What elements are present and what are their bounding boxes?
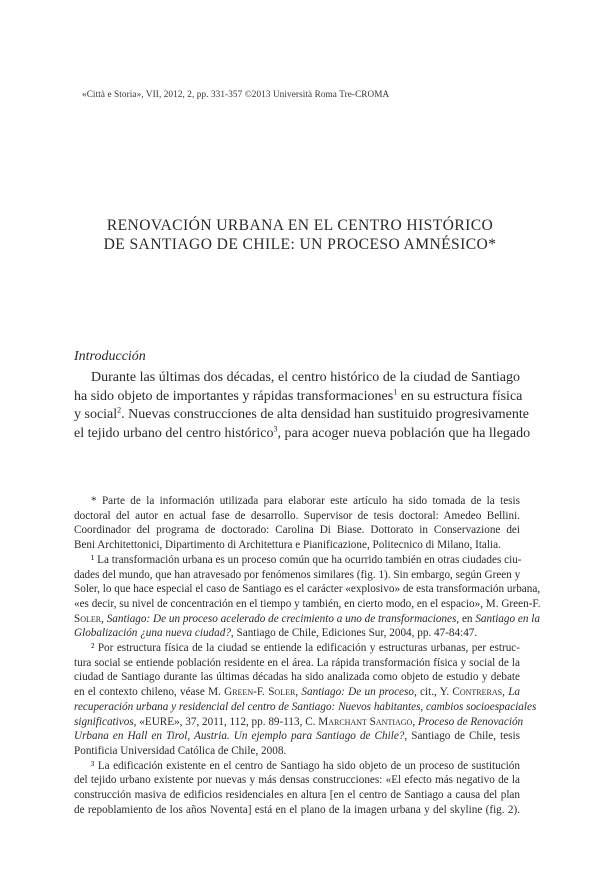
footnote-line: Pontificia Universidad Católica de Chile, 2008. [74,744,287,757]
footnote-line: «es decir, su nivel de concentración en el tiempo y también, en cierto modo, en el espacio», M. Green-F. [74,597,541,610]
footnote-line: dades del mundo, que han atravesado por fenómenos similares (fig. 1). Sin embargo, según Green y [74,568,521,581]
body-line: ha sido objeto de importantes y rápidas transformaciones$^1$ en su estructura física [74,386,523,404]
footnote-line: Globalización ¿una nueva ciudad?, Santiago de Chile, Ediciones Sur, 2004, pp. 47-84:47. [74,627,478,640]
footnote-line: significativos, «EURE», 37, 2011, 112, pp. 89-113, C. Marchant Santiago, Proceso de Renovación [74,715,524,728]
title-line-2: DE SANTIAGO DE CHILE: UN PROCESO AMNÉSICO* [103,236,497,253]
footnote-line: del tejido urbano existente por nuevas y más densas construcciones: «El efecto más negativo de la [74,774,520,787]
footnote-line: ¹ La transformación urbana es un proceso común que ha ocurrido también en otras ciudades ciu- [91,553,522,566]
footnote-line: tura social se entiende población residente en el área. La rápida transformación física y social de la [74,656,520,669]
footnote-star [74,494,520,553]
footnote-line: doctoral del autor en actual fase de desarrollo. Supervisor de tesis doctoral: Amedeo Bellini. [74,509,520,522]
title-line-1: RENOVACIÓN URBANA EN EL CENTRO HISTÓRICO [106,217,494,234]
footnote-line: de repoblamiento de los años Noventa] está en el plano de la imagen urbana y del skyline (fig. 2). [74,803,520,816]
footnote-2 [74,641,537,759]
body-line: y social$^2$. Nuevas construcciones de alta densidad han sustituido progresivamente [74,405,529,423]
footnote-line: Soler, Santiago: De un proceso acelerado de crecimiento a uno de transformaciones, en Santiago en la [74,612,540,625]
footnote-line: construcción masiva de edificios residenciales en altura [en el centro de Santiago a causa del plan [74,789,520,802]
body-paragraph [74,369,531,443]
footnote-3 [74,759,520,818]
body-line: el tejido urbano del centro histórico$^3$, para acoger nueva población que ha llegado [74,424,531,441]
footnotes [74,494,541,817]
footnote-line: Urbana en Hall en Tirol, Austria. Un ejemplo para Santiago de Chile?, Santiago de Chile, tesis [74,730,520,743]
footnote-line: ³ La edificación existente en el centro de Santiago ha sido objeto de un proceso de sustitución [91,759,520,772]
footnote-line: en el contexto chileno, véase M. Green-F. Soler, Santiago: De un proceso, cit., Y. Contreras, La [74,686,521,699]
footnote-line: ciudad de Santiago durante las últimas décadas ha sido analizada como objeto de estudio y debate [74,671,520,684]
article-title [60,216,540,254]
footnote-1 [74,553,541,641]
journal-citation: «Città e Storia», VII, 2012, 2, pp. 331-357 ©2013 Università Roma Tre-CROMA [82,89,390,99]
footnote-line: Soler, lo que hace especial el caso de Santiago es el carácter «explosivo» de esta transformación urbana, [74,583,541,596]
footnote-line: Coordinador del programa de doctorado: Carolina Di Biase. Dottorato in Conservazione dei [74,524,520,537]
body-line: Durante las últimas dos décadas, el centro histórico de la ciudad de Santiago [91,370,520,385]
footnote-line: recuperación urbana y residencial del centro de Santiago: Nuevos habitantes, cambios socioespaciales [74,700,537,713]
footnote-line: ² Por estructura física de la ciudad se entiende la edificación y estructuras urbanas, per estruc- [91,642,520,655]
footnote-line: Beni Architettonici, Dipartimento di Architettura e Pianificazione, Politecnico di Milano, Italia. [74,539,501,552]
footnote-ref-2[interactable]: 2 [117,405,122,415]
footnote-ref-1[interactable]: 1 [393,386,398,396]
footnote-line: * Parte de la información utilizada para elaborar este artículo ha sido tomada de la tesis [91,495,520,507]
section-heading: Introducción [74,349,146,364]
footnote-ref-3[interactable]: 3 [273,424,278,434]
